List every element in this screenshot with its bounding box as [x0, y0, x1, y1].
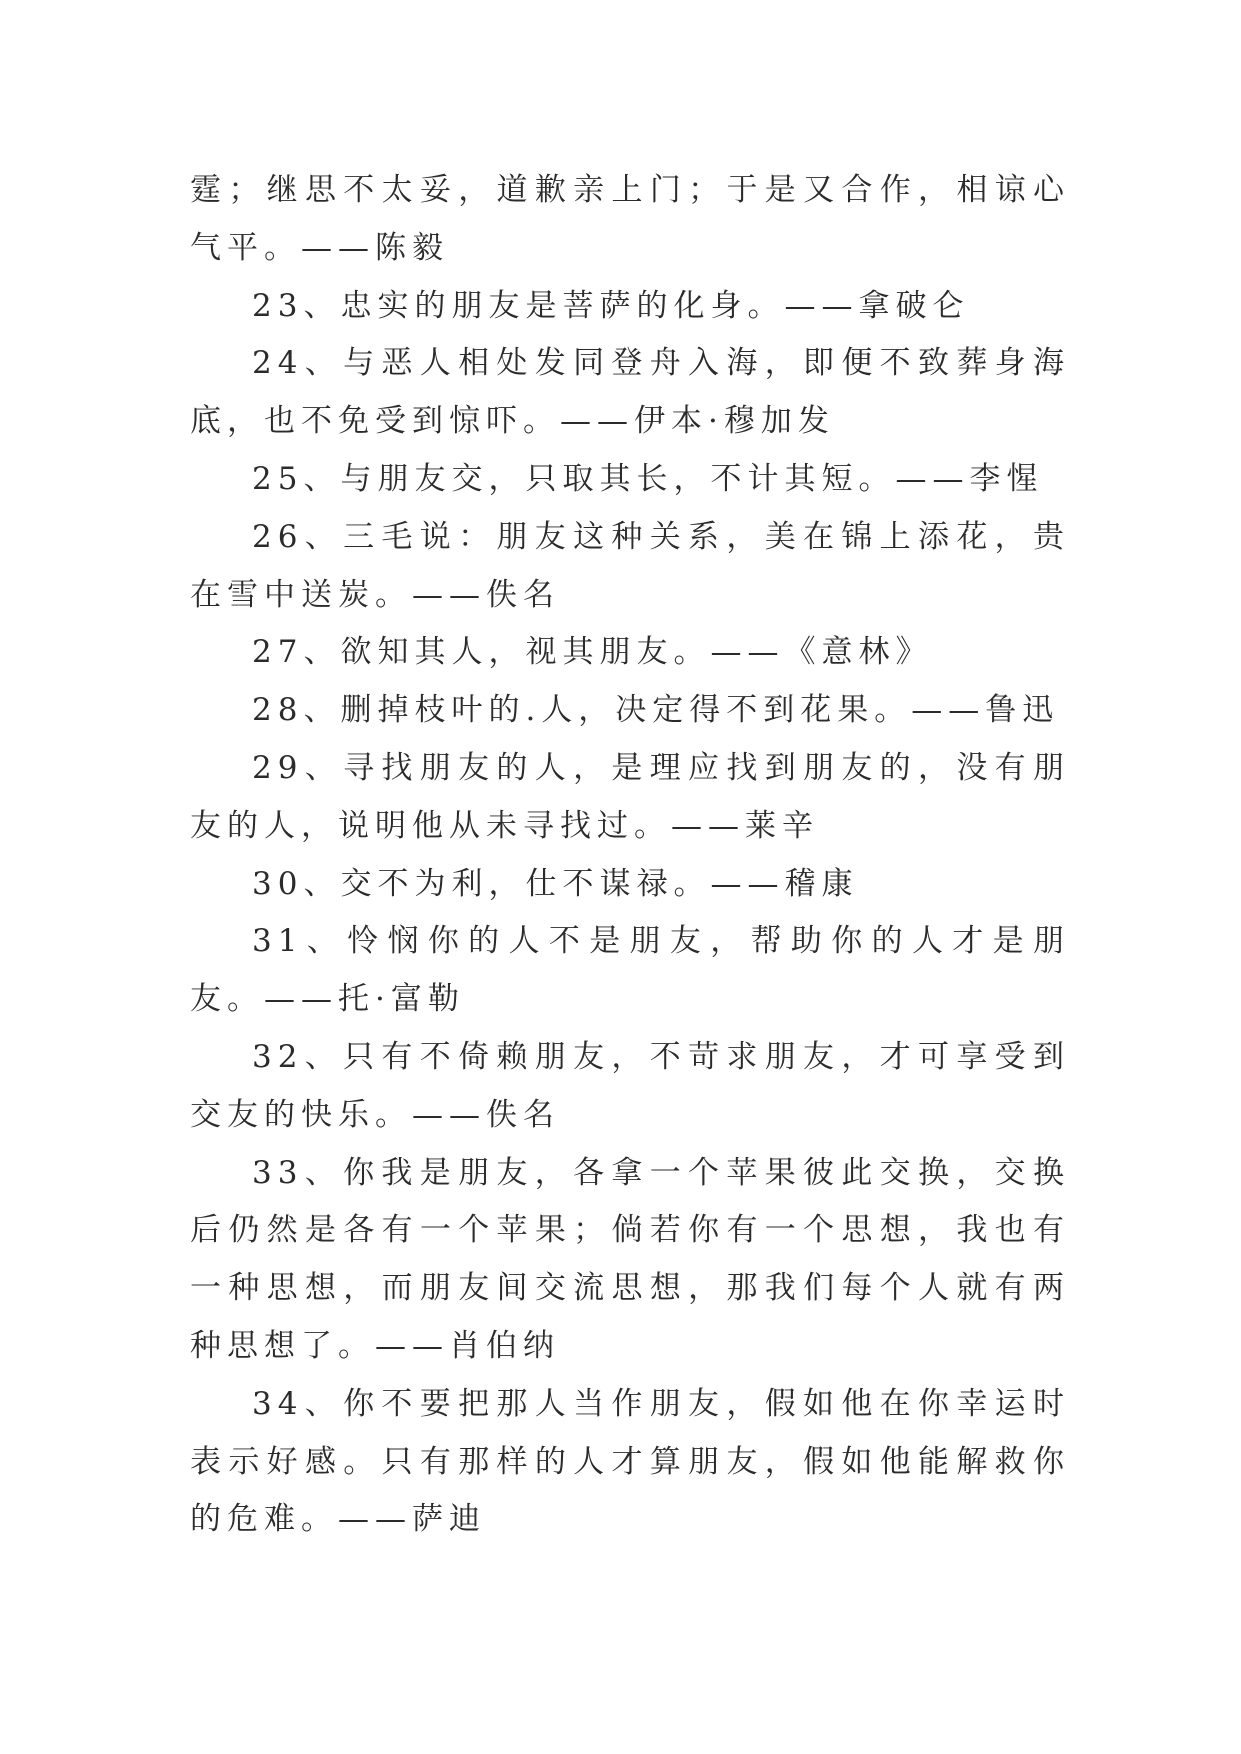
- quote-23: 23、忠实的朋友是菩萨的化身。——拿破仑: [252, 287, 970, 324]
- document-body: [190, 162, 1070, 1549]
- quote-33: 33、你我是朋友，各拿一个苹果彼此交换，交换后仍然是各有一个苹果；倘若你有一个思想，我也有一种思想，而朋友间交流思想，那我们每个人就有两种思想了。——肖伯纳: [190, 1154, 1070, 1364]
- paragraph-continuation: 霆；继思不太妥，道歉亲上门；于是又合作，相谅心气平。——陈毅: [190, 172, 1070, 266]
- quote-27: 27、欲知其人，视其朋友。——《意林》: [252, 634, 933, 671]
- quote-30: 30、交不为利，仕不谋禄。——稽康: [252, 865, 859, 902]
- quote-29: 29、寻找朋友的人，是理应找到朋友的，没有朋友的人，说明他从未寻找过。——莱辛: [190, 749, 1070, 844]
- quote-34: 34、你不要把那人当作朋友，假如他在你幸运时表示好感。只有那样的人才算朋友，假如他能解救你的危难。——萨迪: [190, 1385, 1070, 1538]
- quote-31: 31、怜悯你的人不是朋友，帮助你的人才是朋友。——托·富勒: [190, 923, 1070, 1018]
- quote-32: 32、只有不倚赖朋友，不苛求朋友，才可享受到交友的快乐。——佚名: [190, 1038, 1070, 1133]
- quote-24: 24、与恶人相处发同登舟入海，即便不致葬身海底，也不免受到惊吓。——伊本·穆加发: [190, 345, 1070, 440]
- quote-28: 28、删掉枝叶的.人，决定得不到花果。——鲁迅: [252, 692, 1060, 729]
- quote-26: 26、三毛说：朋友这种关系，美在锦上添花，贵在雪中送炭。——佚名: [190, 518, 1070, 613]
- quote-25: 25、与朋友交，只取其长，不计其短。——李惺: [252, 460, 1044, 497]
